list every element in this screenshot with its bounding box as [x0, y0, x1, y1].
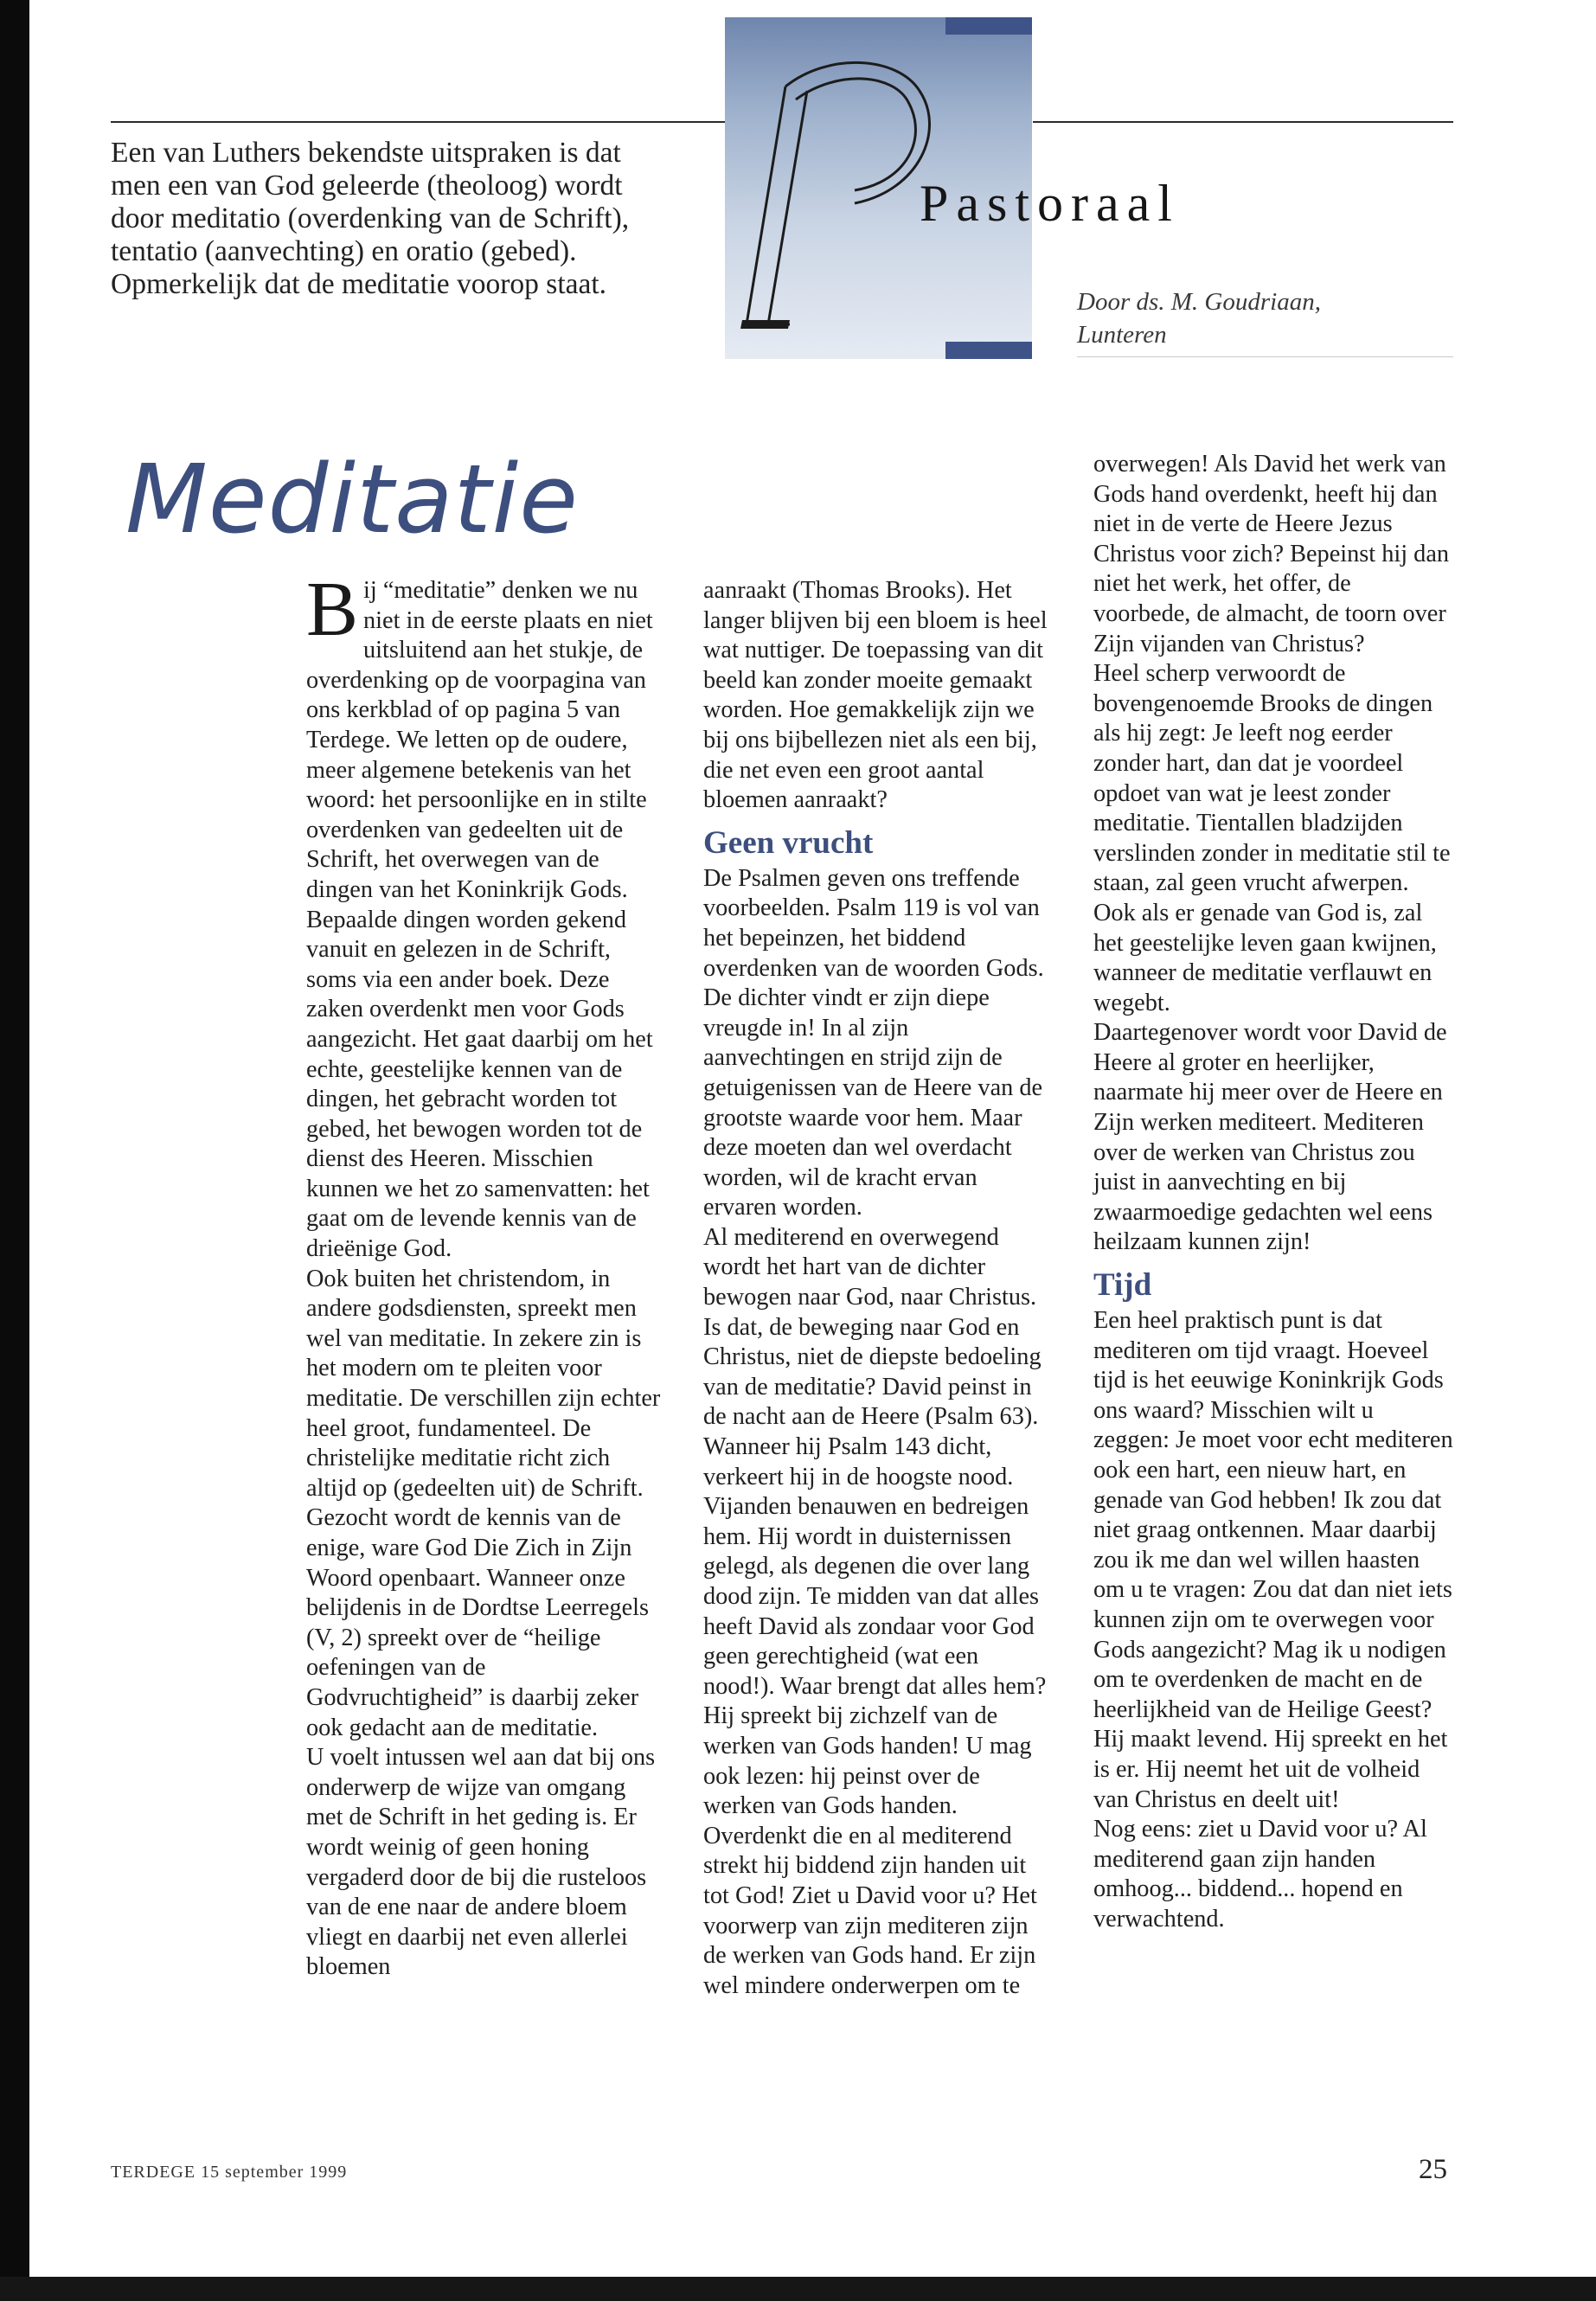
drop-cap: B — [306, 567, 359, 652]
article-column-3 — [1093, 450, 1453, 1935]
top-rule-right — [1033, 121, 1453, 123]
page-number: 25 — [1419, 2154, 1447, 2185]
article-column-2 — [703, 576, 1049, 2001]
paragraph: aanraakt (Thomas Brooks). Het langer blijven bij een bloem is heel wat nuttiger. De toepassing van dit beeld kan zonder moeite gemaakt worden. Hoe gemakkelijk zijn we bij ons bijbellezen niet als een bij, die net even een groot aantal bloemen aanraakt? — [703, 577, 1048, 814]
paragraph: Heel scherp verwoordt de bovengenoemde Brooks de dingen als hij zegt: Je leeft nog eerder zonder hart, dan dat je voordeel opdoet van wat je leest zonder meditatie. Tientallen bladzijden verslinden zonder in meditatie stil te staan, zal geen vrucht afwerpen. Ook als er genade van God is, zal het geestelijke leven gaan kwijnen, wanneer de meditatie verflauwt en wegebt. — [1093, 660, 1451, 1016]
subheading-tijd: Tijd — [1093, 1267, 1152, 1304]
article-column-1 — [306, 567, 663, 1983]
article-headline: Meditatie — [125, 444, 579, 554]
byline — [1077, 285, 1449, 351]
footer-publication: TERDEGE 15 september 1999 — [111, 2163, 348, 2182]
paragraph: De Psalmen geven ons treffende voorbeelden. Psalm 119 is vol van het bepeinzen, het biddend overdenken van de woorden Gods. De dichter vindt er zijn diepe vreugde in! In al zijn aanvechtingen en strijd zijn de getuigenissen van de Heere van de grootste waarde voor hem. Maar deze moeten dan wel overdacht worden, wil de kracht ervan ervaren worden. — [703, 864, 1044, 1221]
subheading-geen-vrucht: Geen vrucht — [703, 824, 874, 861]
paragraph-text: ij “meditatie” denken we nu niet in de eerste plaats en niet uitsluitend aan het stukje, de overdenking op de voorpagina van ons kerkblad of op pagina 5 van Terdege. We letten op de oudere, meer algemene betekenis van het woord: het persoonlijke en in stilte overdenken van gedeelten uit de Schrift, het overwegen van de dingen van het Koninkrijk Gods. Bepaalde dingen worden gekend vanuit en gelezen in de Schrift, soms via een ander boek. Deze zaken overdenkt men voor Gods aangezicht. Het gaat daarbij om het echte, geestelijke kennen van de dingen, het gebracht worden tot gebed, het bewogen worden tot de dienst des Heeren. Misschien kunnen we het zo samenvatten: het gaat om de levende kennis van de drieënige God. — [306, 577, 653, 1263]
paragraph: overwegen! Als David het werk van Gods hand overdenkt, heeft hij dan niet in de verte de Heere Jezus Christus voor zich? Bepeinst hij dan niet het werk, het offer, de voorbede, de almacht, de toorn over Zijn vijanden van Christus? — [1093, 451, 1450, 657]
paragraph: Een heel praktisch punt is dat mediteren om tijd vraagt. Hoeveel tijd is het eeuwige Koninkrijk Gods ons waard? Misschien wilt u zeggen: Je moet voor echt mediteren ook een hart, een nieuw hart, en genade van God hebben! Ik zou dat niet graag ontkennen. Maar daarbij zou ik me dan wel willen haasten om u te vragen: Zou dat dan niet iets kunnen zijn om te overwegen voor Gods aangezicht? Mag ik u nodigen om te overdenken de macht en de heerlijkheid van de Heilige Geest? Hij maakt levend. Hij spreekt en het is er. Hij neemt het uit de volheid van Christus en deelt uit! — [1093, 1307, 1453, 1813]
scan-border-left — [0, 0, 29, 2301]
paragraph — [306, 567, 663, 1265]
paragraph: Al mediterend en overwegend wordt het hart van de dichter bewogen naar God, naar Christus. Is dat, de beweging naar God en Christus, niet de diepste bedoeling van de meditatie? David peinst in de nacht aan de Heere (Psalm 63). Wanneer hij Psalm 143 dicht, verkeert hij in de hoogste nood. Vijanden benauwen en bedreigen hem. Hij wordt in duisternissen gelegd, als degenen die over lang dood zijn. Te midden van dat alles heeft David als zondaar voor God geen gerechtigheid (wat een nood!). Waar brengt dat alles hem? Hij spreekt bij zichzelf van de werken van Gods handen! U mag ook lezen: hij peinst over de werken van Gods handen. Overdenkt die en al mediterend strekt hij biddend zijn handen uit tot God! Ziet u David voor u? Het voorwerp van zijn mediteren zijn de werken van Gods hand. Er zijn wel mindere onderwerpen om te — [703, 1223, 1047, 1999]
byline-place: Lunteren — [1077, 321, 1167, 349]
paragraph: Nog eens: ziet u David voor u? Al mediterend gaan zijn handen omhoog... biddend... hopend en verwachtend. — [1093, 1816, 1427, 1932]
top-rule-left — [111, 121, 725, 123]
paragraph: Ook buiten het christendom, in andere godsdiensten, spreekt men wel van meditatie. In zekere zin is het modern om te pleiten voor meditatie. De verschillen zijn echter heel groot, fundamenteel. De christelijke meditatie richt zich altijd op (gedeelten uit) de Schrift. Gezocht wordt de kennis van de enige, ware God Die Zich in Zijn Woord openbaart. Wanneer onze belijdenis in de Dordtse Leerregels (V, 2) spreekt over de “heilige oefeningen van de Godvruchtigheid” is daarbij zeker ook gedacht aan de meditatie. — [306, 1265, 661, 1741]
byline-author: Door ds. M. Goudriaan, — [1077, 288, 1321, 316]
scan-border-bottom — [0, 2277, 1596, 2301]
intro-text: Een van Luthers bekendste uitspraken is dat men een van God geleerde (theoloog) wordt door meditatio (overdenking van de Schrift), tentatio (aanvechting) en oratio (gebed). Opmerkelijk dat de meditatie voorop staat. — [111, 137, 630, 300]
paragraph: U voelt intussen wel aan dat bij ons onderwerp de wijze van omgang met de Schrift in het geding is. Er wordt weinig of geen honing vergaderd door de bij die rusteloos van de ene naar de andere bloem vliegt en daarbij net even allerlei bloemen — [306, 1744, 656, 1981]
byline-rule — [1077, 356, 1453, 357]
paragraph: Daartegenover wordt voor David de Heere al groter en heerlijker, naarmate hij meer over de Heere en Zijn werken mediteert. Mediteren over de werken van Christus zou juist in aanvechting en bij zwaarmoedige gedachten wel eens heilzaam kunnen zijn! — [1093, 1019, 1447, 1256]
section-title: Pastoraal — [920, 175, 1180, 232]
